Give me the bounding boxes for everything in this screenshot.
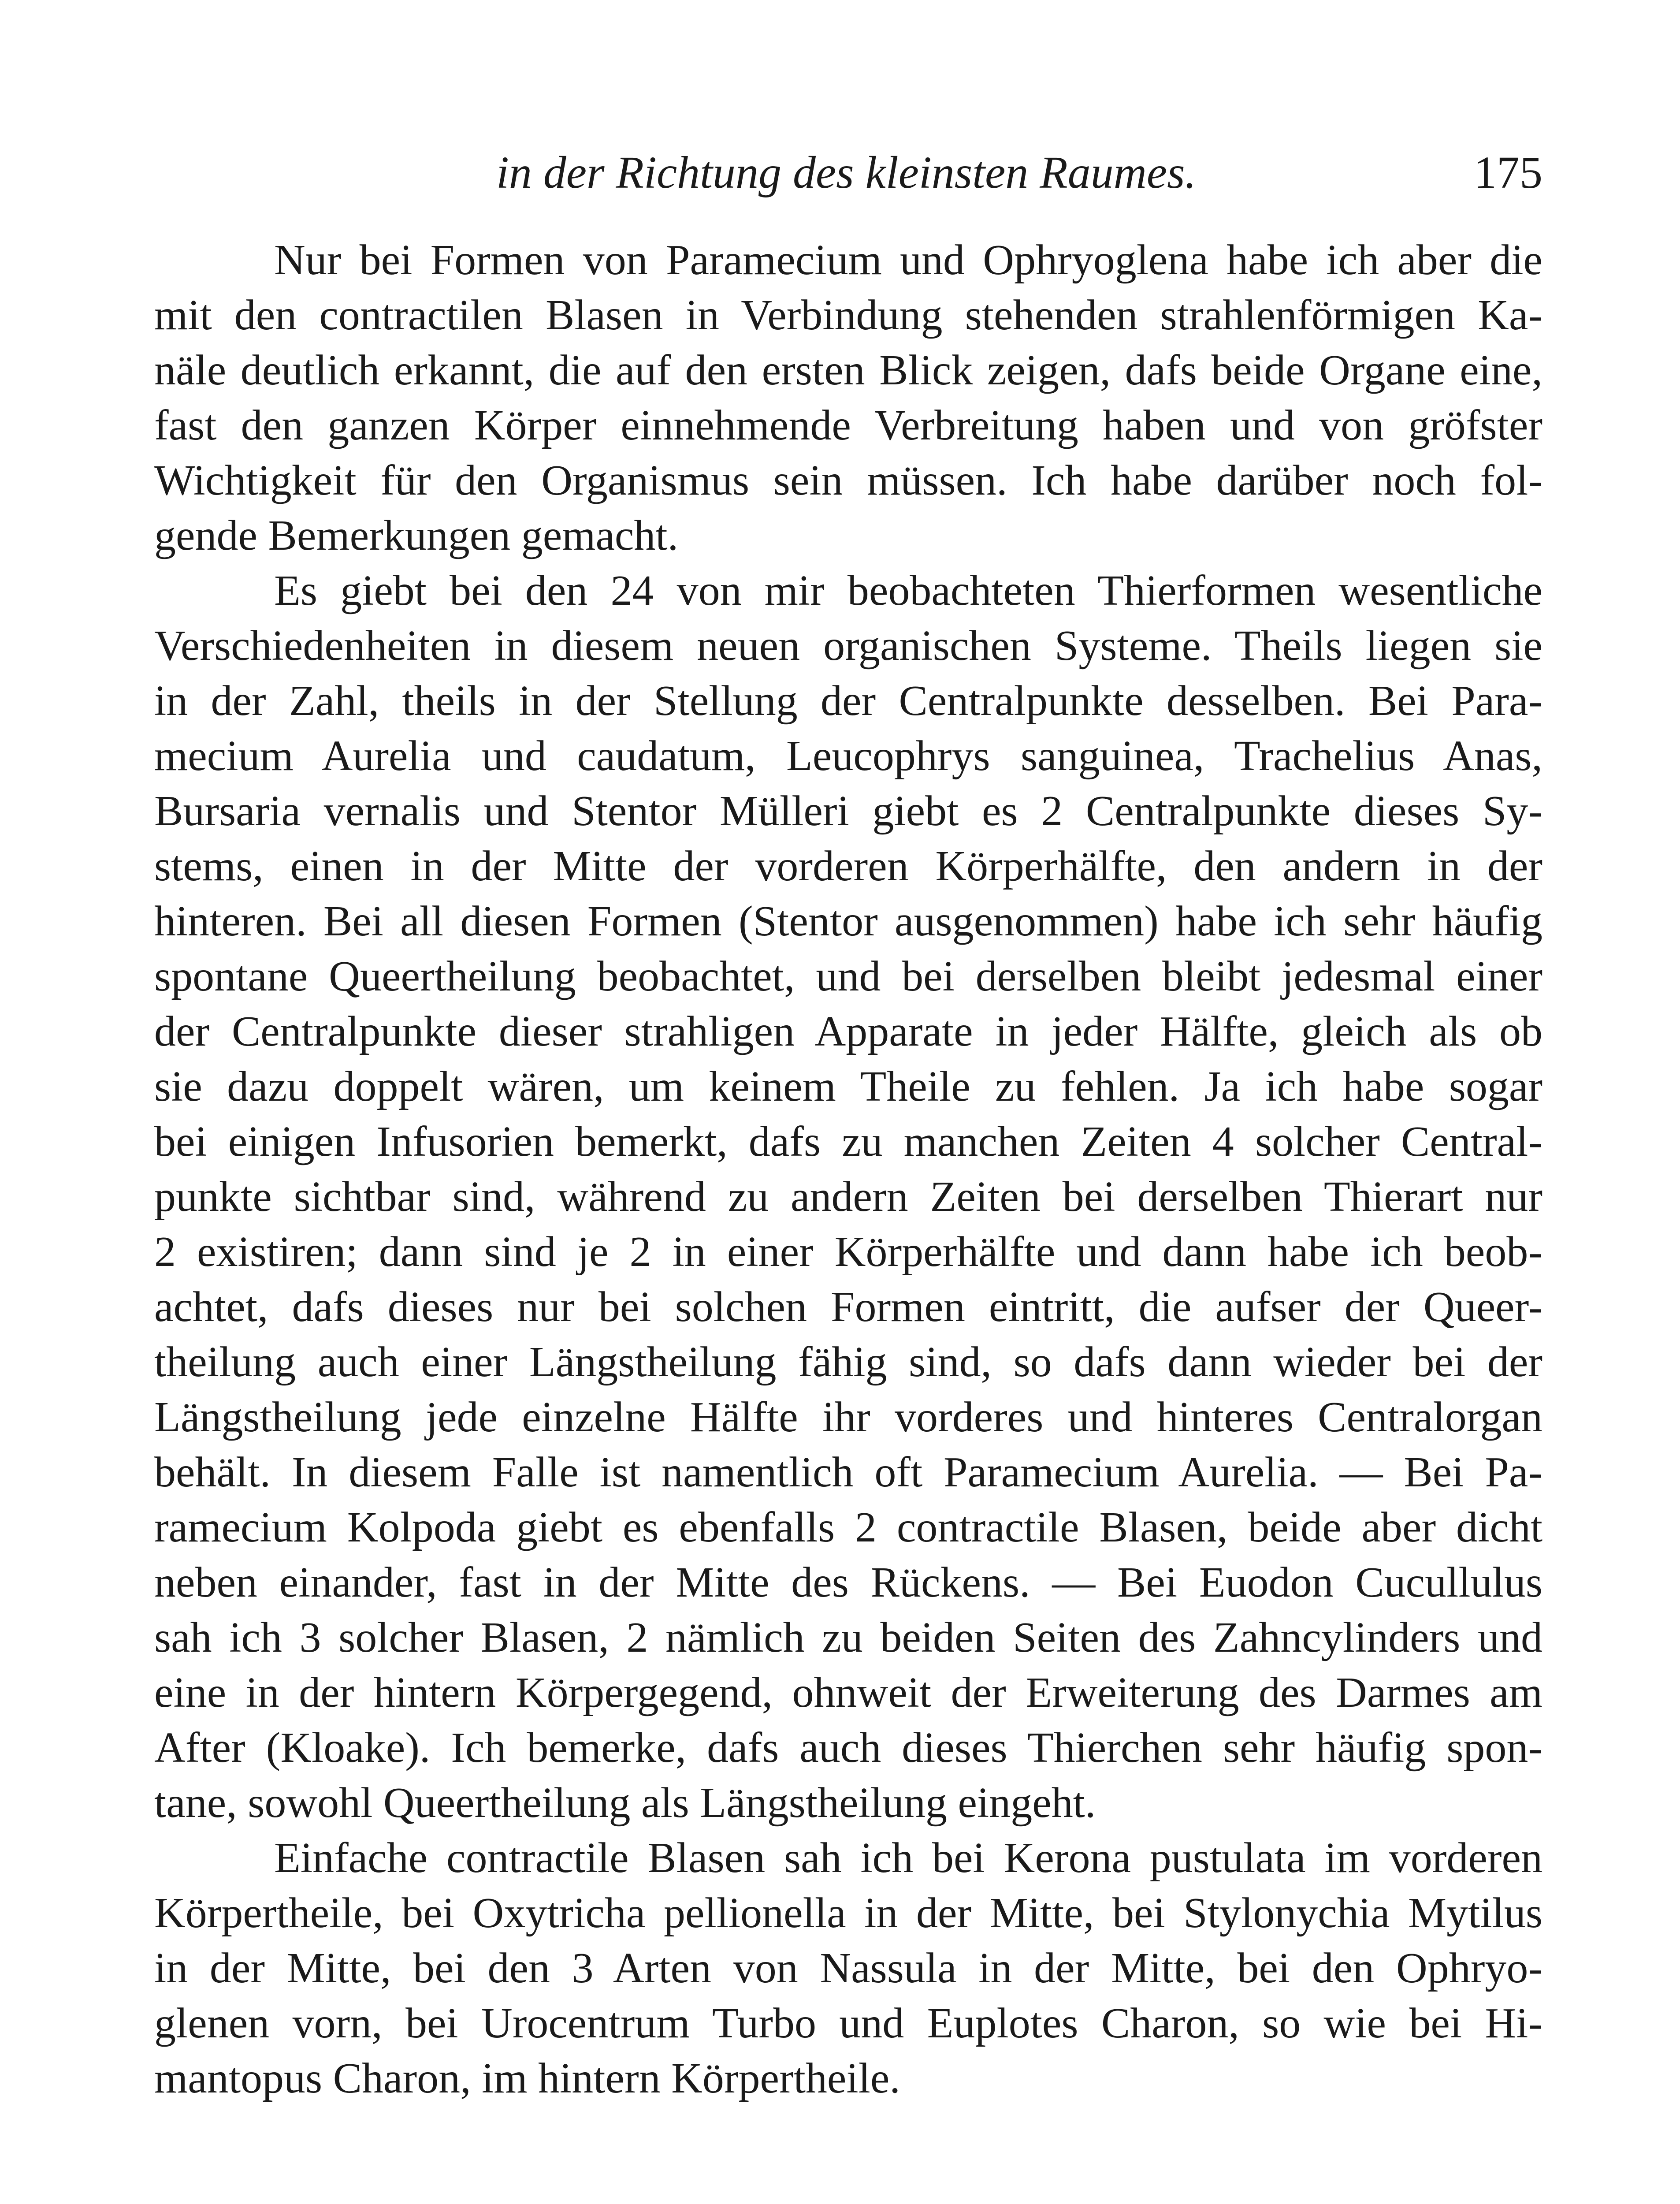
text-line: der Centralpunkte dieser strahligen Apparate in jeder Hälfte, gleich als ob: [154, 1008, 1542, 1055]
text-line: eine in der hintern Körpergegend, ohnweit der Erweiterung des Darmes am: [154, 1669, 1542, 1716]
text-line: näle deutlich erkannt, die auf den ersten Blick zeigen, dafs beide Organe eine,: [154, 346, 1542, 394]
text-line: tane, sowohl Queertheilung als Längstheilung eingeht.: [154, 1779, 1096, 1827]
text-line: Nur bei Formen von Paramecium und Ophryoglena habe ich aber die: [274, 236, 1542, 284]
text-line: mit den contractilen Blasen in Verbindung stehenden strahlenförmigen Ka-: [154, 291, 1542, 339]
text-line: achtet, dafs dieses nur bei solchen Formen eintritt, die aufser der Queer-: [154, 1283, 1542, 1331]
text-line: Verschiedenheiten in diesem neuen organischen Systeme. Theils liegen sie: [154, 622, 1542, 670]
text-line: Längstheilung jede einzelne Hälfte ihr vorderes und hinteres Centralorgan: [154, 1393, 1542, 1441]
text-line: Bursaria vernalis und Stentor Mülleri giebt es 2 Centralpunkte dieses Sy-: [154, 787, 1542, 835]
text-line: theilung auch einer Längstheilung fähig sind, so dafs dann wieder bei der: [154, 1338, 1542, 1386]
text-line: fast den ganzen Körper einnehmende Verbreitung haben und von gröfster: [154, 402, 1542, 449]
text-line: glenen vorn, bei Urocentrum Turbo und Euplotes Charon, so wie bei Hi-: [154, 1999, 1542, 2047]
text-line: stems, einen in der Mitte der vorderen Körperhälfte, den andern in der: [154, 842, 1542, 890]
text-line: mecium Aurelia und caudatum, Leucophrys sanguinea, Trachelius Anas,: [154, 732, 1542, 780]
text-line: Einfache contractile Blasen sah ich bei Kerona pustulata im vorderen: [274, 1834, 1542, 1882]
text-line: After (Kloake). Ich bemerke, dafs auch dieses Thierchen sehr häufig spon-: [154, 1724, 1542, 1772]
text-line: Wichtigkeit für den Organismus sein müssen. Ich habe darüber noch fol-: [154, 457, 1542, 504]
page-header: [154, 142, 1542, 204]
text-line: bei einigen Infusorien bemerkt, dafs zu manchen Zeiten 4 solcher Central-: [154, 1118, 1542, 1165]
running-head: in der Richtung des kleinsten Raumes.: [496, 147, 1197, 198]
text-line: in der Zahl, theils in der Stellung der Centralpunkte desselben. Bei Para-: [154, 677, 1542, 725]
text-line: sie dazu doppelt wären, um keinem Theile zu fehlen. Ja ich habe sogar: [154, 1063, 1542, 1110]
text-line: gende Bemerkungen gemacht.: [154, 512, 679, 559]
page-number: 175: [1474, 147, 1542, 198]
body-text: [154, 233, 1542, 2106]
text-line: mantopus Charon, im hintern Körpertheile.: [154, 2055, 900, 2102]
text-line: behält. In diesem Falle ist namentlich oft Paramecium Aurelia. — Bei Pa-: [154, 1448, 1542, 1496]
text-line: 2 existiren; dann sind je 2 in einer Körperhälfte und dann habe ich beob-: [154, 1228, 1542, 1276]
text-line: sah ich 3 solcher Blasen, 2 nämlich zu beiden Seiten des Zahncylinders und: [154, 1614, 1542, 1661]
text-line: hinteren. Bei all diesen Formen (Stentor ausgenommen) habe ich sehr häufig: [154, 897, 1542, 945]
text-line: spontane Queertheilung beobachtet, und bei derselben bleibt jedesmal einer: [154, 953, 1542, 1000]
text-line: ramecium Kolpoda giebt es ebenfalls 2 contractile Blasen, beide aber dicht: [154, 1504, 1542, 1551]
text-line: in der Mitte, bei den 3 Arten von Nassula in der Mitte, bei den Ophryo-: [154, 1944, 1542, 1992]
text-line: neben einander, fast in der Mitte des Rückens. — Bei Euodon Cucullulus: [154, 1559, 1542, 1606]
text-line: Es giebt bei den 24 von mir beobachteten Thierformen wesentliche: [274, 567, 1542, 614]
text-line: punkte sichtbar sind, während zu andern Zeiten bei derselben Thierart nur: [154, 1173, 1542, 1221]
text-line: Körpertheile, bei Oxytricha pellionella in der Mitte, bei Stylonychia Mytilus: [154, 1889, 1542, 1937]
